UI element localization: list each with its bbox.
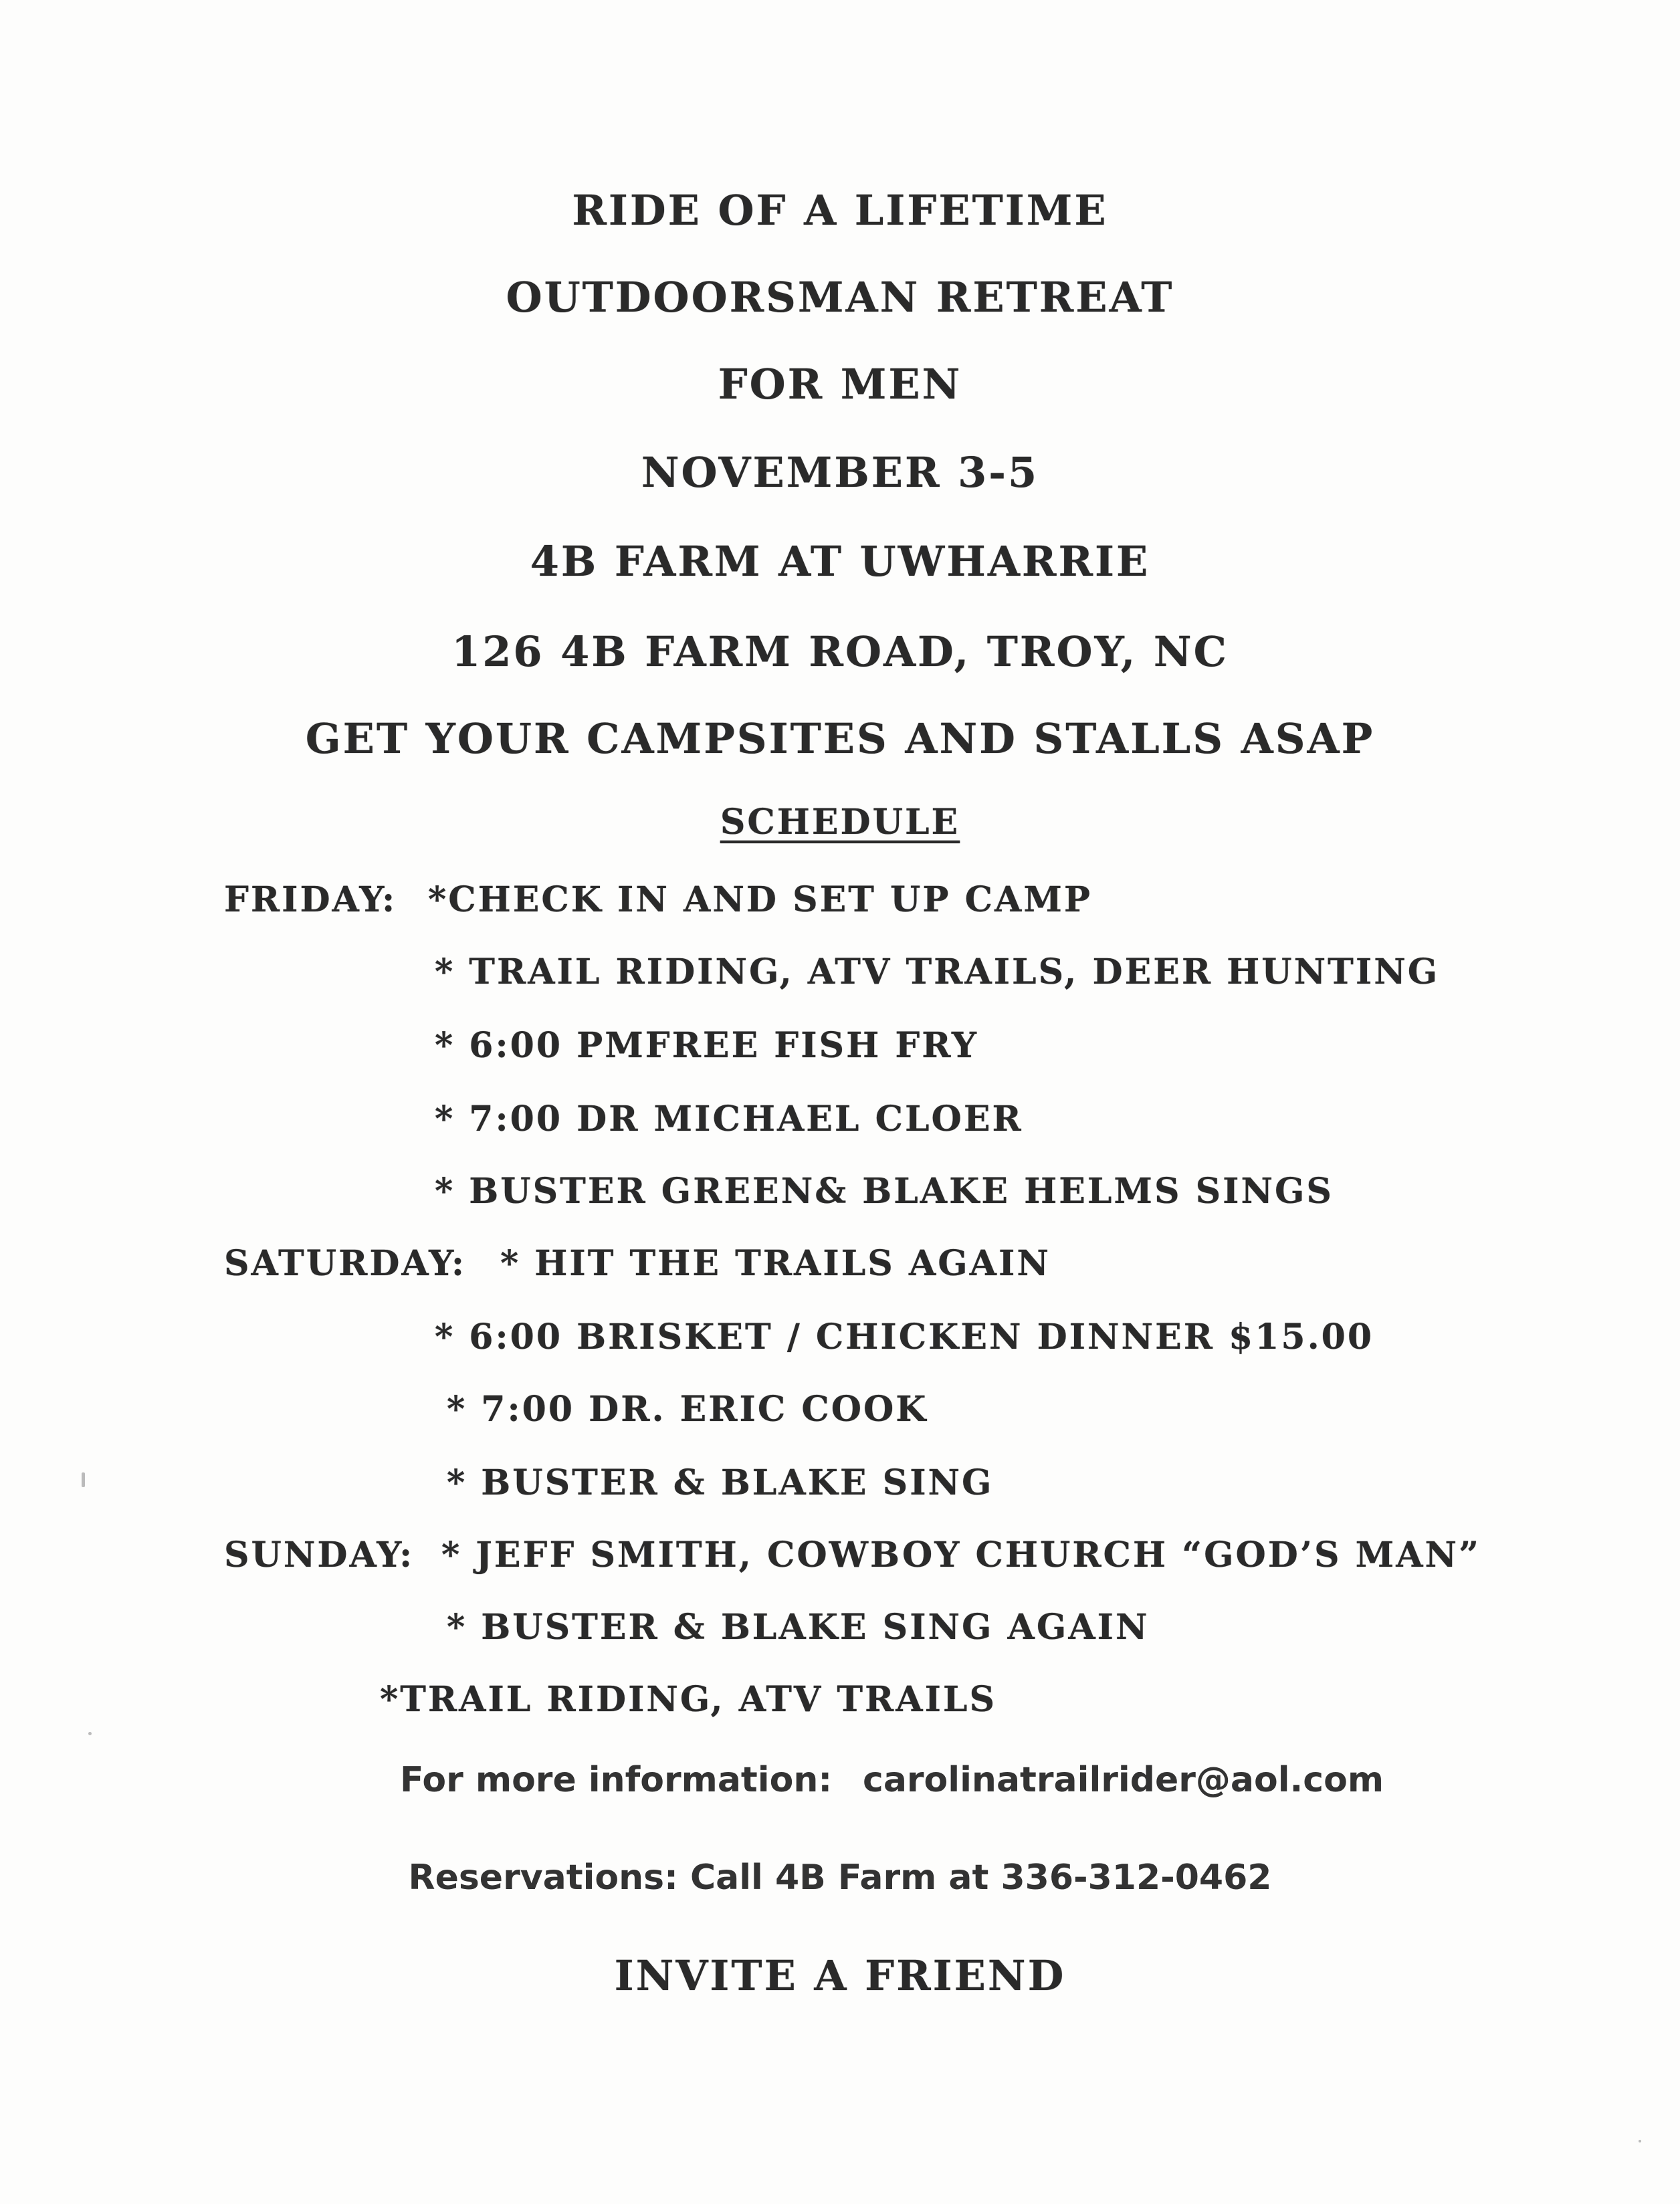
friday-item-1: *CHECK IN AND SET UP CAMP: [428, 879, 1092, 920]
scan-speck: [1639, 2140, 1641, 2142]
info-email[interactable]: carolinatrailrider@aol.com: [863, 1760, 1384, 1800]
event-date: NOVEMBER 3-5: [641, 448, 1039, 497]
saturday-item-1: * HIT THE TRAILS AGAIN: [500, 1243, 1051, 1284]
sunday-item-3: *TRAIL RIDING, ATV TRAILS: [380, 1679, 997, 1720]
sunday-item-2: * BUSTER & BLAKE SING AGAIN: [447, 1607, 1150, 1648]
friday-item-5: * BUSTER GREEN& BLAKE HELMS SINGS: [435, 1171, 1334, 1212]
saturday-item-4: * BUSTER & BLAKE SING: [447, 1462, 994, 1503]
title-line-3: FOR MEN: [718, 360, 962, 409]
friday-item-2: * TRAIL RIDING, ATV TRAILS, DEER HUNTING: [435, 952, 1440, 992]
scan-speck: [88, 1732, 92, 1735]
saturday-label: SATURDAY:: [224, 1243, 467, 1284]
title-line-1: RIDE OF A LIFETIME: [572, 186, 1108, 235]
saturday-item-3: * 7:00 DR. ERIC COOK: [447, 1389, 928, 1430]
booking-notice: GET YOUR CAMPSITES AND STALLS ASAP: [305, 714, 1375, 763]
info-label: For more information:: [400, 1760, 833, 1800]
friday-item-3: * 6:00 PMFREE FISH FRY: [435, 1025, 978, 1066]
venue-address: 126 4B FARM ROAD, TROY, NC: [451, 627, 1229, 676]
schedule-title: SCHEDULE: [720, 802, 960, 843]
sunday-item-1: * JEFF SMITH, COWBOY CHURCH “GOD’S MAN”: [441, 1535, 1481, 1575]
venue-name: 4B FARM AT UWHARRIE: [530, 537, 1150, 586]
friday-item-4: * 7:00 DR MICHAEL CLOER: [435, 1099, 1023, 1139]
friday-label: FRIDAY:: [224, 879, 397, 920]
invite-friend: INVITE A FRIEND: [614, 1951, 1066, 2000]
sunday-label: SUNDAY:: [224, 1535, 415, 1575]
reservations-line: Reservations: Call 4B Farm at 336-312-0462: [408, 1858, 1272, 1898]
scan-speck: [82, 1472, 85, 1487]
saturday-item-2: * 6:00 BRISKET / CHICKEN DINNER $15.00: [435, 1317, 1374, 1357]
title-line-2: OUTDOORSMAN RETREAT: [506, 273, 1174, 322]
